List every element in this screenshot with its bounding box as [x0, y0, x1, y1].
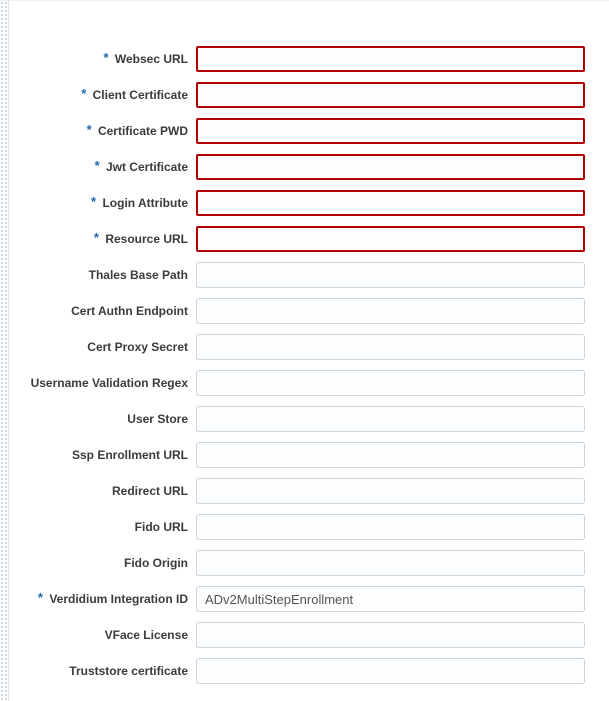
field-label-text: Resource URL [105, 232, 188, 246]
field-label [10, 340, 196, 354]
text-input[interactable] [196, 406, 585, 432]
field-label-text: Certificate PWD [97, 124, 188, 138]
settings-panel [10, 1, 609, 701]
field-label [10, 232, 196, 246]
text-input[interactable] [196, 622, 585, 648]
form-row [10, 550, 609, 576]
form-row [10, 82, 609, 108]
form-row [10, 478, 609, 504]
field-label [10, 448, 196, 462]
field-label [10, 376, 196, 390]
splitter-gutter[interactable] [0, 1, 9, 701]
field-label [10, 484, 196, 498]
field-label [10, 196, 196, 210]
field-label [10, 268, 196, 282]
field-label [10, 520, 196, 534]
text-input[interactable] [196, 550, 585, 576]
field-label-text: Fido Origin [124, 556, 188, 570]
field-label [10, 628, 196, 642]
form-row [10, 46, 609, 72]
text-input[interactable] [196, 478, 585, 504]
field-label-text: User Store [127, 412, 188, 426]
form-row [10, 406, 609, 432]
field-label-text: Truststore certificate [69, 664, 188, 678]
text-input[interactable] [196, 262, 585, 288]
field-label-text: Fido URL [134, 520, 188, 534]
text-input[interactable] [196, 298, 585, 324]
form-row [10, 334, 609, 360]
field-label-text: VFace License [104, 628, 188, 642]
integration-settings-form [10, 1, 609, 684]
required-asterisk: * [81, 86, 87, 101]
text-input[interactable] [196, 658, 585, 684]
field-label [10, 52, 196, 66]
field-label-text: Login Attribute [102, 196, 188, 210]
field-label [10, 664, 196, 678]
form-row [10, 622, 609, 648]
form-row [10, 586, 609, 612]
field-label [10, 124, 196, 138]
field-label [10, 304, 196, 318]
form-row [10, 118, 609, 144]
field-label [10, 160, 196, 174]
required-asterisk: * [93, 230, 99, 245]
field-label-text: Ssp Enrollment URL [71, 448, 188, 462]
field-label-text: Cert Proxy Secret [87, 340, 188, 354]
field-label-text: Username Validation Regex [30, 376, 188, 390]
required-asterisk: * [94, 158, 100, 173]
field-label-text: Websec URL [114, 52, 188, 66]
field-label-text: Redirect URL [111, 484, 188, 498]
field-label [10, 88, 196, 102]
field-label [10, 556, 196, 570]
text-input[interactable] [196, 46, 585, 72]
text-input[interactable] [196, 154, 585, 180]
form-row [10, 190, 609, 216]
field-label-text: Client Certificate [92, 88, 188, 102]
form-row [10, 154, 609, 180]
form-row [10, 442, 609, 468]
text-input[interactable] [196, 82, 585, 108]
text-input[interactable] [196, 190, 585, 216]
text-input[interactable] [196, 442, 585, 468]
field-label [10, 592, 196, 606]
field-label-text: Jwt Certificate [105, 160, 188, 174]
required-asterisk: * [91, 194, 97, 209]
field-label-text: Cert Authn Endpoint [71, 304, 188, 318]
text-input[interactable] [196, 586, 585, 612]
form-row [10, 226, 609, 252]
form-row [10, 262, 609, 288]
required-asterisk: * [103, 50, 109, 65]
form-row [10, 370, 609, 396]
required-asterisk: * [86, 122, 92, 137]
form-row [10, 514, 609, 540]
field-label [10, 412, 196, 426]
text-input[interactable] [196, 334, 585, 360]
text-input[interactable] [196, 514, 585, 540]
form-row [10, 658, 609, 684]
required-asterisk: * [37, 590, 43, 605]
text-input[interactable] [196, 226, 585, 252]
text-input[interactable] [196, 118, 585, 144]
field-label-text: Thales Base Path [88, 268, 188, 282]
text-input[interactable] [196, 370, 585, 396]
field-label-text: Verdidium Integration ID [49, 592, 188, 606]
form-row [10, 298, 609, 324]
